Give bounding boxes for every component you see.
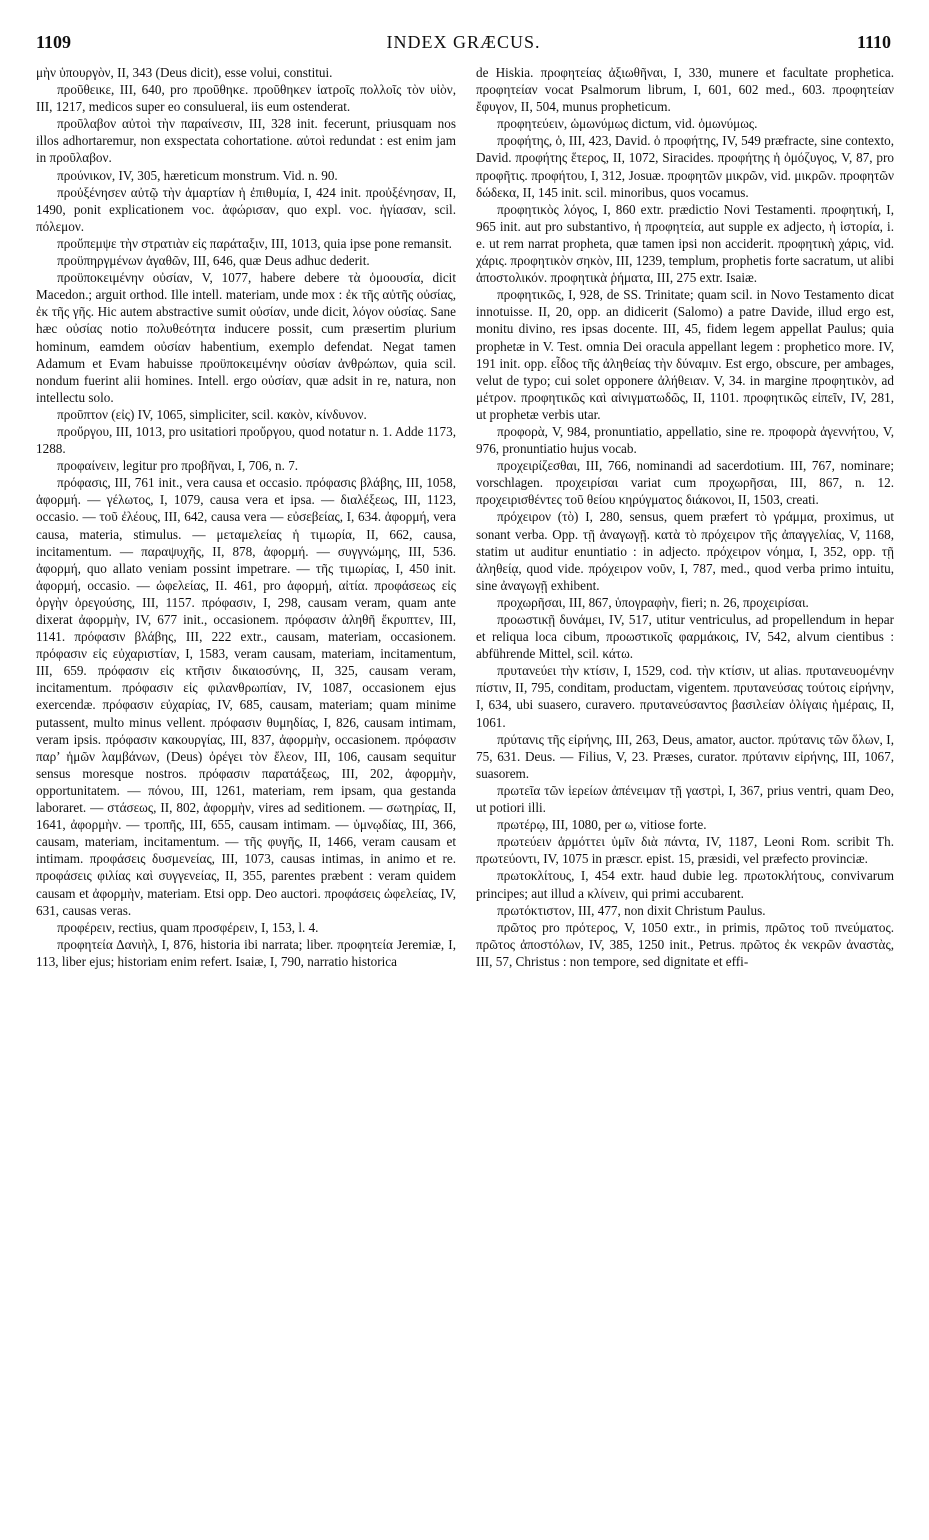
right-column: [476, 64, 894, 1524]
index-entry: πρυτανεύει τὴν κτίσιν, I, 1529, cod. τὴν κτίσιν, ut alias. πρυτανευομένην πίστιν, II, 795, conditam, productam, vigentem. πρυτανεύσας τούτοις εἰρήνην, I, 634, ubi suasero, curavero. πρυτανεύσαντος βασιλείαν ὀλίγαις ἡμέραις, II, 1061.: [476, 663, 894, 730]
page-number-left: 1109: [36, 32, 72, 52]
index-entry: μὴν ὑπουργὸν, II, 343 (Deus dicit), esse volui, constitui.: [36, 65, 333, 80]
index-entry: προὔργου, III, 1013, pro usitatiori προὔργου, quod notatur n. 1. Adde 1173, 1288.: [36, 423, 456, 457]
index-entry: πρωτεῖα τῶν ἱερείων ἀπένειμαν τῇ γαστρὶ, I, 367, prius ventri, quam Deo, ut potiori illi.: [476, 782, 894, 816]
index-entry: πρωτέρῳ, III, 1080, per ω, vitiose forte.: [497, 817, 707, 833]
index-entry: προϋποκειμένην οὐσίαν, V, 1077, habere debere τὰ ὁμοουσία, dicit Macedon.; arguit orthod. Ille intell. materiam, unde mox : ἐκ τῆς αὐτῆς οὐσίας, ἐκ τῆς γῆς. Hic autem abstractive sumit οὐσίαν, unde dicit, λόγον οὐσίας. Sane hæc οὐσίας notio πολυθεότητα inducere possit, cum præsertim plurium hominum, eamdem οὐσίαν habentium, exemplo defendat. Negat tamen Adamum et Evam habuisse προϋποκειμένην οὐσίαν ἀνθρώπων, quia scil. nondum fuerint alii homines. Intell. ergo οὐσίαν, quæ adsit in re, natura, non intellectu solo.: [36, 270, 456, 405]
index-entry: προφητικῶς, I, 928, de SS. Trinitate; quam scil. in Novo Testamento dicat innotuisse. II, 20, opp. an didicerit (Salomo) a patre Davide, illud ergo est, monitu divino, res ipsas docente. III, 45, fidem legem appellat Paulus; quia prophetæ in V. Test. omnia Dei oracula appellant legem : prophetico more. IV, 191 init. opp. εἶδος τῆς ἀληθείας τὴν δύναμιν. Est ergo, obscure, per ambages, velut de typo; cui solet opponere ἀλήθειαν. V, 34. in margine προφητικὸν, ad μέτρον. προφητικῶς καὶ αἰνιγματωδῶς, II, 1101. προφητικῶς εἰπεῖν, IV, 281, ut prophetæ verbis utar.: [476, 287, 894, 422]
running-title: INDEX GRÆCUS.: [386, 32, 541, 52]
index-entry: προωστικῇ δυνάμει, IV, 517, utitur ventriculus, ad propellendum in hepar et reliqua loca cibum, προωστικοῖς φαρμάκοις, IV, 542, alvum cientibus : abführende Mittel, scil. κάτω.: [476, 612, 894, 662]
index-entry: προὐξένησεν αὐτῷ τὴν ἁμαρτίαν ἡ ἐπιθυμία, I, 424 init. προὐξένησαν, II, 1490, ponit explicationem voc. ἀφώρισαν, quo expl. voc. ἡγίασαν, scil. πόλεμον.: [36, 184, 456, 234]
index-entry: πρωτόκτιστον, III, 477, non dixit Christum Paulus.: [497, 902, 766, 918]
index-entry: προῦθεικε, III, 640, pro προῦθηκε. προῦθηκεν ἰατροῖς πολλοῖς τὸν υἱὸν, III, 1217, medicos super eo consulueral, iis eum ostenderat.: [36, 82, 456, 115]
left-column: [36, 64, 456, 1524]
index-entry: πρωτεύειν ἁρμόττει ὑμῖν διὰ πάντα, IV, 1187, Leoni Rom. scribit Th. πρωτεύοντι, IV, 1075 in præscr. epist. 15, præsidi, vel præfecto provinciæ.: [476, 834, 894, 867]
index-entry: πρῶτος pro πρότερος, V, 1050 extr., in primis, πρῶτος τοῦ πνεύματος. πρῶτος ἀποστόλων, IV, 385, 1250 init., Petrus. πρῶτος ἐκ νεκρῶν ἀναστὰς, III, 57, Christus : non tempore, sed dignitate et effi-: [476, 919, 894, 969]
index-entry: προφορὰ, V, 984, pronuntiatio, appellatio, sine re. προφορὰ ἀγεννήτου, V, 976, pronuntiatio hujus vocab.: [476, 423, 894, 457]
index-entry: πρόχειρον (τὸ) I, 280, sensus, quem præfert τὸ γράμμα, proximus, ut sonant verba. Opp. τῇ ἀναγωγῇ. κατὰ τὸ πρόχειρον τῆς ἀπαγγελίας, V, 1168, statim ut auditur enuntiatio : in adjecto. πρόχειρον νόημα, I, 352, opp. τῇ ἀληθείᾳ, quod vide. πρόχειρον νοῦν, I, 787, med., quod verba primo intuitu, sine ἀναγωγῇ exhibent.: [476, 509, 894, 593]
page-number-right: 1110: [856, 32, 891, 52]
index-entry: πρόφασις, III, 761 init., vera causa et occasio. πρόφασις βλάβης, III, 1058, ἀφορμή. — γέλωτος, I, 1079, causa vera et ipsa. — διαλέξεως, III, 1123, occasio. — τοῦ ἐλέους, III, 642, causa vera — εὐσεβείας, I, 634. ἀφορμή, vera causa, materia, stimulus. — μεταμελείας ἡ τιμωρία, II, 662, causa, incitamentum. — παραψυχῆς, II, 878, ἀφορμή. — συγγνώμης, III, 536. ἀφορμή, quo allato veniam possint impetrare. — τῆς τιμωρίας, I, 450 init. ἀφορμή, occasio. — ὠφελείας, II. 461, pro ἀφορμή, αἰτία. προφάσεως εἰς ὀργὴν ὀρεγούσης, III, 1157. πρόφασιν, I, 298, causam veram, quam ante dixerat ἀφορμὴν, IV, 677 init., occasionem. πρόφασιν ἀληθῆ ἔκρυπτεν, III, 1141. πρόφασιν βλάβης, III, 222 extr., causam, materiam, occasionem. πρόφασιν εἰς εὐχαριστίαν, I, 1583, veram causam, materiam, incitamentum, III, 659. πρόφασιν εἰς κτῆσιν δικαιοσύνης, II, 325, causam veram, incitamentum. πρόφασιν εἰς φιλανθρωπίαν, IV, 1087, occasionem ejus exercendæ. πρόφασιν εὐχαρίας, IV, 685, causam, materiam; quam minime putassent, multo minus vellent. πρόφασιν θυμηδίας, I, 826, causam intimam, veram ipsis. πρόφασιν κακουργίας, III, 837, ἀφορμὴν, occasionem. πρόφασιν παρ’ ἡμῶν λαμβάνων, (Deus) ὀρέγει τὸν ἔλεον, III, 106, causam sequitur sensus moresque nostros. πρόφασιν παρατάξεως, III, 202, ἀφορμὴν, opportunitatem. — πόνου, III, 1261, materiam, rem ipsam, qua gestanda laboraret. — στάσεως, II, 802, ἀφορμὴν, vires ad seditionem. — σωτηρίας, II, 1641, ἀφορμὴν. — τροπῆς, III, 655, causam intimam. — ὑμνῳδίας, III, 366, causam, materiam, incitamentum. — τῆς φυγῆς, II, 1466, veram causam et intimam. προφάσεις δυσμενείας, III, 1073, causas intimas, in animo et re. προφάσεις φιλίας καὶ συγγενείας, II, 355, parentes præbent : veram quidem causam et ἀφορμὴν, materiam. Etsi opp. Deo auctori. προφάσεις ὠφελείας, IV, 631, causas veras.: [36, 475, 456, 918]
index-entry: προῦπτον (εἰς) IV, 1065, simpliciter, scil. κακὸν, κίνδυνον.: [57, 406, 367, 422]
index-entry: προχειρίζεσθαι, III, 766, nominandi ad sacerdotium. III, 767, nominare; vorschlagen. προχειρίσαι variat cum προχωρῆσαι, III, 867, n. 12. προχειρισθέντες τοῦ θείου κηρύγματος διάκονοι, II, 1503, creati.: [476, 458, 894, 508]
index-entry: προφητεύειν, ὡμωνύμως dictum, vid. ὁμωνύμως.: [497, 116, 758, 132]
index-entry: προύνικον, IV, 305, hæreticum monstrum. Vid. n. 90.: [57, 167, 338, 183]
page-header: [36, 32, 891, 58]
index-entry: προφέρειν, rectius, quam προσφέρειν, I, 153, l. 4.: [57, 919, 319, 935]
index-entry: de Hiskia. προφητείας ἀξιωθῆναι, I, 330, munere et facultate prophetica. προφητείαν vocat Psalmorum librum, I, 601, 602 med., 603. προφητείαν ἔφυγον, II, 504, munus propheticum.: [476, 65, 894, 115]
index-entry: προφητικὸς λόγος, I, 860 extr. prædictio Novi Testamenti. προφητική, I, 965 init. aut pro substantivo, ἡ προφητεία, aut supple ex adjecto, ἡ ἱστορία, i. e. ut rem narrat propheta, quæ tamen ipsi non acciderit. προφητικὴ χάρις, vid. χάρις. προφητικὸν σηκὸν, III, 1239, templum, prophetis forte sacratum, ut alibi ἀποστολικόν. προφητικὰ ῥήματα, III, 275 extr. Isaiæ.: [476, 201, 894, 286]
index-entry: προὔπεμψε τὴν στρατιὰν εἰς παράταξιν, III, 1013, quia ipse pone remansit.: [57, 235, 452, 251]
index-entry: προχωρῆσαι, III, 867, ὑπογραφὴν, fieri; n. 26, προχειρίσαι.: [497, 594, 809, 610]
index-entry: προῦλαβον αὐτοὶ τὴν παραίνεσιν, III, 328 init. fecerunt, priusquam nos illos adhortaremur, non exspectata cohortatione. αὐτοὶ redundat : est enim jam in προῦλαβον.: [36, 116, 456, 166]
index-entry: προφήτης, ὁ, III, 423, David. ὁ προφήτης, IV, 549 præfracte, sine contexto, David. προφήτης ἕτερος, II, 1072, Siracides. προφήτης ἡ ὁμόζυγος, V, 87, pro προφῆτις. προφήτου, I, 312, Josuæ. προφητῶν μικρῶν, vid. μικρῶν. προφητῶν δώδεκα, II, 145 init. scil. minoribus, quos vocamus.: [476, 133, 894, 200]
index-entry: προϋπηργμένων ἀγαθῶν, III, 646, quæ Deus adhuc dederit.: [57, 253, 370, 269]
index-entry: πρωτοκλίτους, I, 454 extr. haud dubie leg. πρωτοκλήτους, convivarum principes; aut illud a κλίνειν, qui primi accubarent.: [476, 868, 894, 901]
index-entry: πρύτανις τῆς εἰρήνης, III, 263, Deus, amator, auctor. πρύτανις τῶν ὅλων, I, 75, 631. Deus. — Filius, V, 23. Præses, curator. πρύτανιν εἰρήνης, III, 1067, suasorem.: [476, 731, 894, 781]
index-entry: προφαίνειν, legitur pro προβῆναι, I, 706, n. 7.: [57, 458, 299, 474]
index-entry: προφητεία Δανιὴλ, I, 876, historia ibi narrata; liber. προφητεία Jeremiæ, I, 113, liber ejus; historiam enim refert. Isaiæ, I, 790, narratio historica: [36, 936, 456, 969]
